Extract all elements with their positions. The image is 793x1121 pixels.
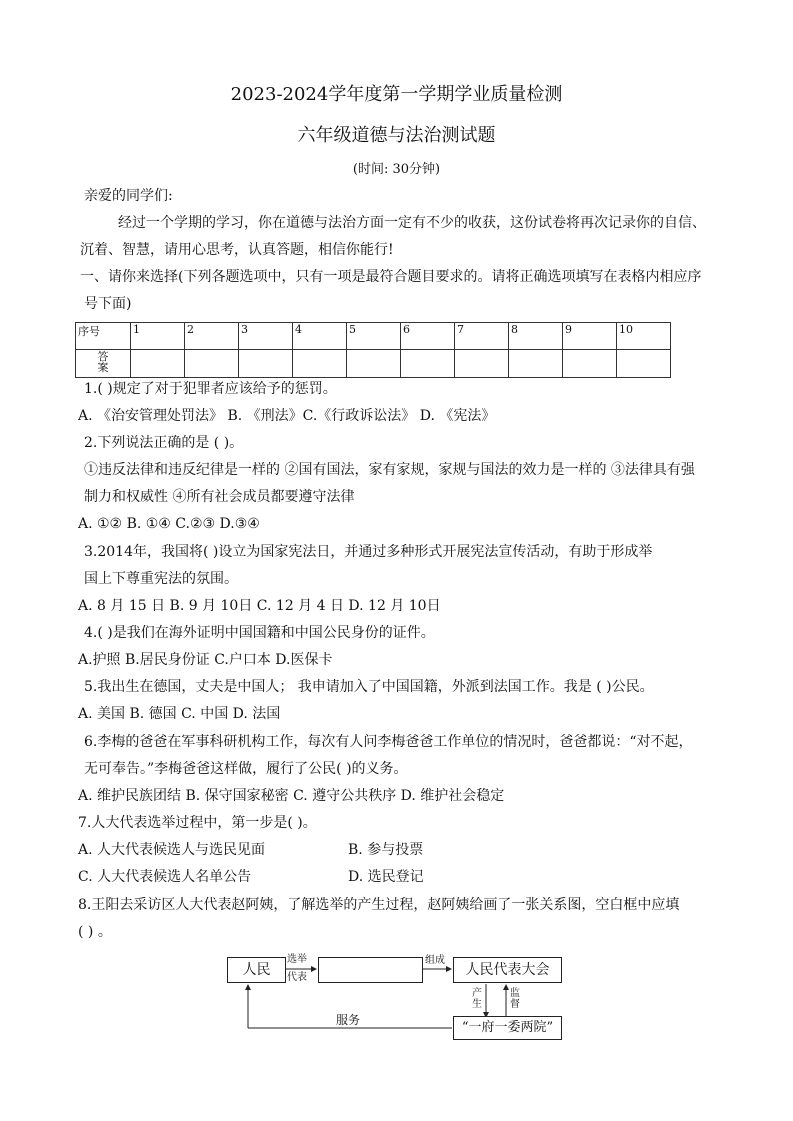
q5-options: A. 美国 B. 德国 C. 中国 D. 法国 [78,706,281,722]
q6-line2: 无可奉告。”李梅爸爸这样做，履行了公民( )的义务。 [84,761,408,777]
compose-label: 组成 [425,955,445,966]
blank-box[interactable] [318,957,423,983]
q7-option-b: B. 参与投票 [348,842,424,858]
supervise-label-2: 督 [510,999,520,1010]
answer-cell[interactable] [239,350,293,378]
q4-stem: 4.( )是我们在海外证明中国国籍和中国公民身份的证件。 [84,625,435,641]
answer-table [75,322,671,378]
congress-box: 人民代表大会 [453,957,562,983]
table-number-cell: 8 [509,323,563,350]
answer-cell[interactable] [455,350,509,378]
q4-options: A.护照 B.居民身份证 C.户口本 D.医保卡 [78,652,333,668]
represent-label: 代表 [287,972,307,983]
table-number-cell: 6 [401,323,455,350]
q8-line2: ( ) 。 [78,924,112,940]
table-number-cell: 1 [131,323,185,350]
produce-label-2: 生 [472,999,482,1010]
q6-options: A. 维护民族团结 B. 保守国家秘密 C. 遵守公共秩序 D. 维护社会稳定 [78,788,505,804]
q7-stem: 7.人大代表选举过程中，第一步是( )。 [78,815,317,831]
answer-cell[interactable] [185,350,239,378]
q3-stem: 3.2014年，我国将( )设立为国家宪法日，并通过多种形式开展宪法宣传活动，有助于形成举 [84,544,653,560]
table-number-cell: 10 [617,323,671,350]
intro-line-2: 沉着、智慧，请用心思考，认真答题，相信你能行! [80,242,394,258]
q3-line2: 国上下尊重宪法的氛围。 [84,571,238,587]
greeting: 亲爱的同学们: [84,188,173,204]
answer-cell[interactable] [617,350,671,378]
q2-options: A. ①② B. ①④ C.②③ D.③④ [78,516,260,532]
q2-line3: 制力和权威性 ④所有社会成员都要遵守法律 [84,489,355,505]
q7-option-d: D. 选民登记 [348,869,424,885]
q6-stem: 6.李梅的爸爸在军事科研机构工作，每次有人问李梅爸爸工作单位的情况时，爸爸都说：“对不起， [84,734,693,750]
answer-cell[interactable] [131,350,185,378]
table-header-cell: 序号 [76,323,131,350]
section1-instruction: 一、请你来选择(下列各题选项中，只有一项是最符合题目要求的。请将正确选项填写在表格内相应序 [80,269,702,285]
produce-label-1: 产 [472,988,482,999]
q5-stem: 5.我出生在德国，丈夫是中国人； 我申请加入了中国国籍，外派到法国工作。我是 ( )公民。 [84,679,654,695]
government-box: “一府一委两院” [453,1016,562,1040]
q1-options: A. 《治安管理处罚法》 B. 《刑法》C.《行政诉讼法》 D. 《宪法》 [78,408,496,424]
table-number-cell: 4 [293,323,347,350]
table-number-cell: 3 [239,323,293,350]
q7-option-c: C. 人大代表候选人名单公告 [78,869,252,885]
time-note: (时间: 30分钟) [352,162,441,177]
answer-cell[interactable] [293,350,347,378]
q3-options: A. 8 月 15 日 B. 9 月 10日 C. 12 月 4 日 D. 12 月 10日 [78,598,441,614]
table-number-cell: 9 [563,323,617,350]
serve-label: 服务 [336,1013,361,1027]
table-number-cell: 7 [455,323,509,350]
section1-instruction-cont: 号下面) [84,296,132,312]
relationship-diagram [226,952,566,1042]
intro-line-1: 经过一个学期的学习，你在道德与法治方面一定有不少的收获，这份试卷将再次记录你的自信、 [118,215,706,231]
table-number-cell: 5 [347,323,401,350]
q7-option-a: A. 人大代表候选人与选民见面 [78,842,266,858]
answer-cell[interactable] [401,350,455,378]
answer-cell[interactable] [347,350,401,378]
answer-cell[interactable] [563,350,617,378]
exam-subtitle: 六年级道德与法治测试题 [297,125,496,146]
answer-label-cell [76,350,131,378]
q2-line2: ①违反法律和违反纪律是一样的 ②国有国法，家有家规，家规与国法的效力是一样的 ③法律具有强 [84,462,695,478]
table-row [76,350,671,378]
answer-label-top: 答 [97,350,109,363]
exam-title: 2023-2024学年度第一学期学业质量检测 [230,84,563,105]
q1-stem: 1.( )规定了对于犯罪者应该给予的惩罚。 [84,381,337,397]
table-number-cell: 2 [185,323,239,350]
people-box: 人民 [227,957,286,983]
q8-stem: 8.王阳去采访区人大代表赵阿姨，了解选举的产生过程，赵阿姨给画了一张关系图，空白框中应填 [78,897,680,913]
supervise-label-1: 监 [510,988,520,999]
table-row [76,323,671,350]
q2-stem: 2.下列说法正确的是 ( )。 [84,435,244,451]
answer-label-bottom: 案 [97,361,109,374]
elect-label: 选举 [287,954,307,965]
answer-cell[interactable] [509,350,563,378]
